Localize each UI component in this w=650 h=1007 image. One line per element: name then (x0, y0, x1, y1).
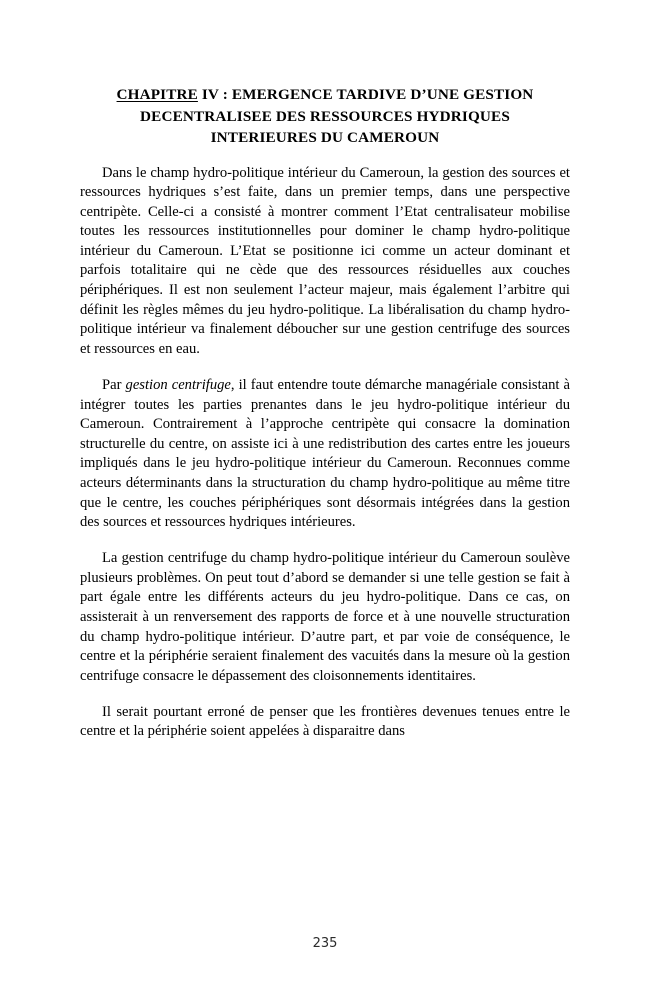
body-paragraph-1: Dans le champ hydro-politique intérieur du Cameroun, la gestion des sources et ressources hydriques s’est faite, dans un premier temps, dans une perspective centripète. Celle-ci a consisté à montrer comment l’Etat centralisateur mobilise toutes les ressources institutionnelles pour dominer le champ hydro-politique intérieur du Cameroun. L’Etat se positionne ici comme un acteur dominant et parfois totalitaire qui ne cède que des ressources résiduelles aux couches périphériques. Il est non seulement l’acteur majeur, mais également l’arbitre qui définit les règles mêmes du jeu hydro-politique. La libéralisation du champ hydro-politique intérieur va finalement déboucher sur une gestion centrifuge des sources et ressources en eau. (80, 164, 570, 357)
page-number: 235 (312, 936, 338, 951)
chapter-heading-underlined-word: CHAPITRE (116, 86, 198, 103)
body-paragraph-4: Il serait pourtant erroné de penser que les frontières devenues tenues entre le centre et la périphérie soient appelées à disparaitre dans (80, 703, 570, 740)
paragraph-2-lead-in: Par (102, 376, 126, 393)
paragraph-2-italic-term: gestion centrifuge (125, 376, 231, 393)
paragraph-2-continuation: , il faut entendre toute démarche managériale consistant à intégrer toutes les parties prenantes dans le jeu hydro-politique intérieur du Cameroun. Contrairement à l’approche centripète qui consacre la domination structurelle du centre, on assiste ici à une redistribution des cartes entre les joueurs impliqués dans le jeu hydro-politique intérieur du Cameroun. Reconnues comme acteurs déterminants dans la structuration du champ hydro-politique au même titre que le centre, les couches périphériques sont désormais intégrées dans la gestion des sources et ressources hydriques intérieures. (80, 376, 570, 531)
chapter-heading (80, 84, 570, 149)
chapter-heading-rest: IV : EMERGENCE TARDIVE D’UNE GESTION DECENTRALISEE DES RESSOURCES HYDRIQUES INTERIEURES DU CAMEROUN (140, 86, 534, 146)
page-content (80, 84, 570, 742)
body-paragraph-2 (80, 376, 570, 533)
body-paragraph-3: La gestion centrifuge du champ hydro-politique intérieur du Cameroun soulève plusieurs problèmes. On peut tout d’abord se demander si une telle gestion se fait à part égale entre les différents acteurs du jeu hydro-politique. Dans ce cas, on assisterait à un renversement des rapports de force et à une nouvelle structuration du champ hydro-politique intérieur. D’autre part, et par voie de conséquence, le centre et la périphérie seraient finalement des vacuités dans la mesure où la gestion centrifuge consacre le dépassement des cloisonnements identitaires. (80, 550, 570, 684)
